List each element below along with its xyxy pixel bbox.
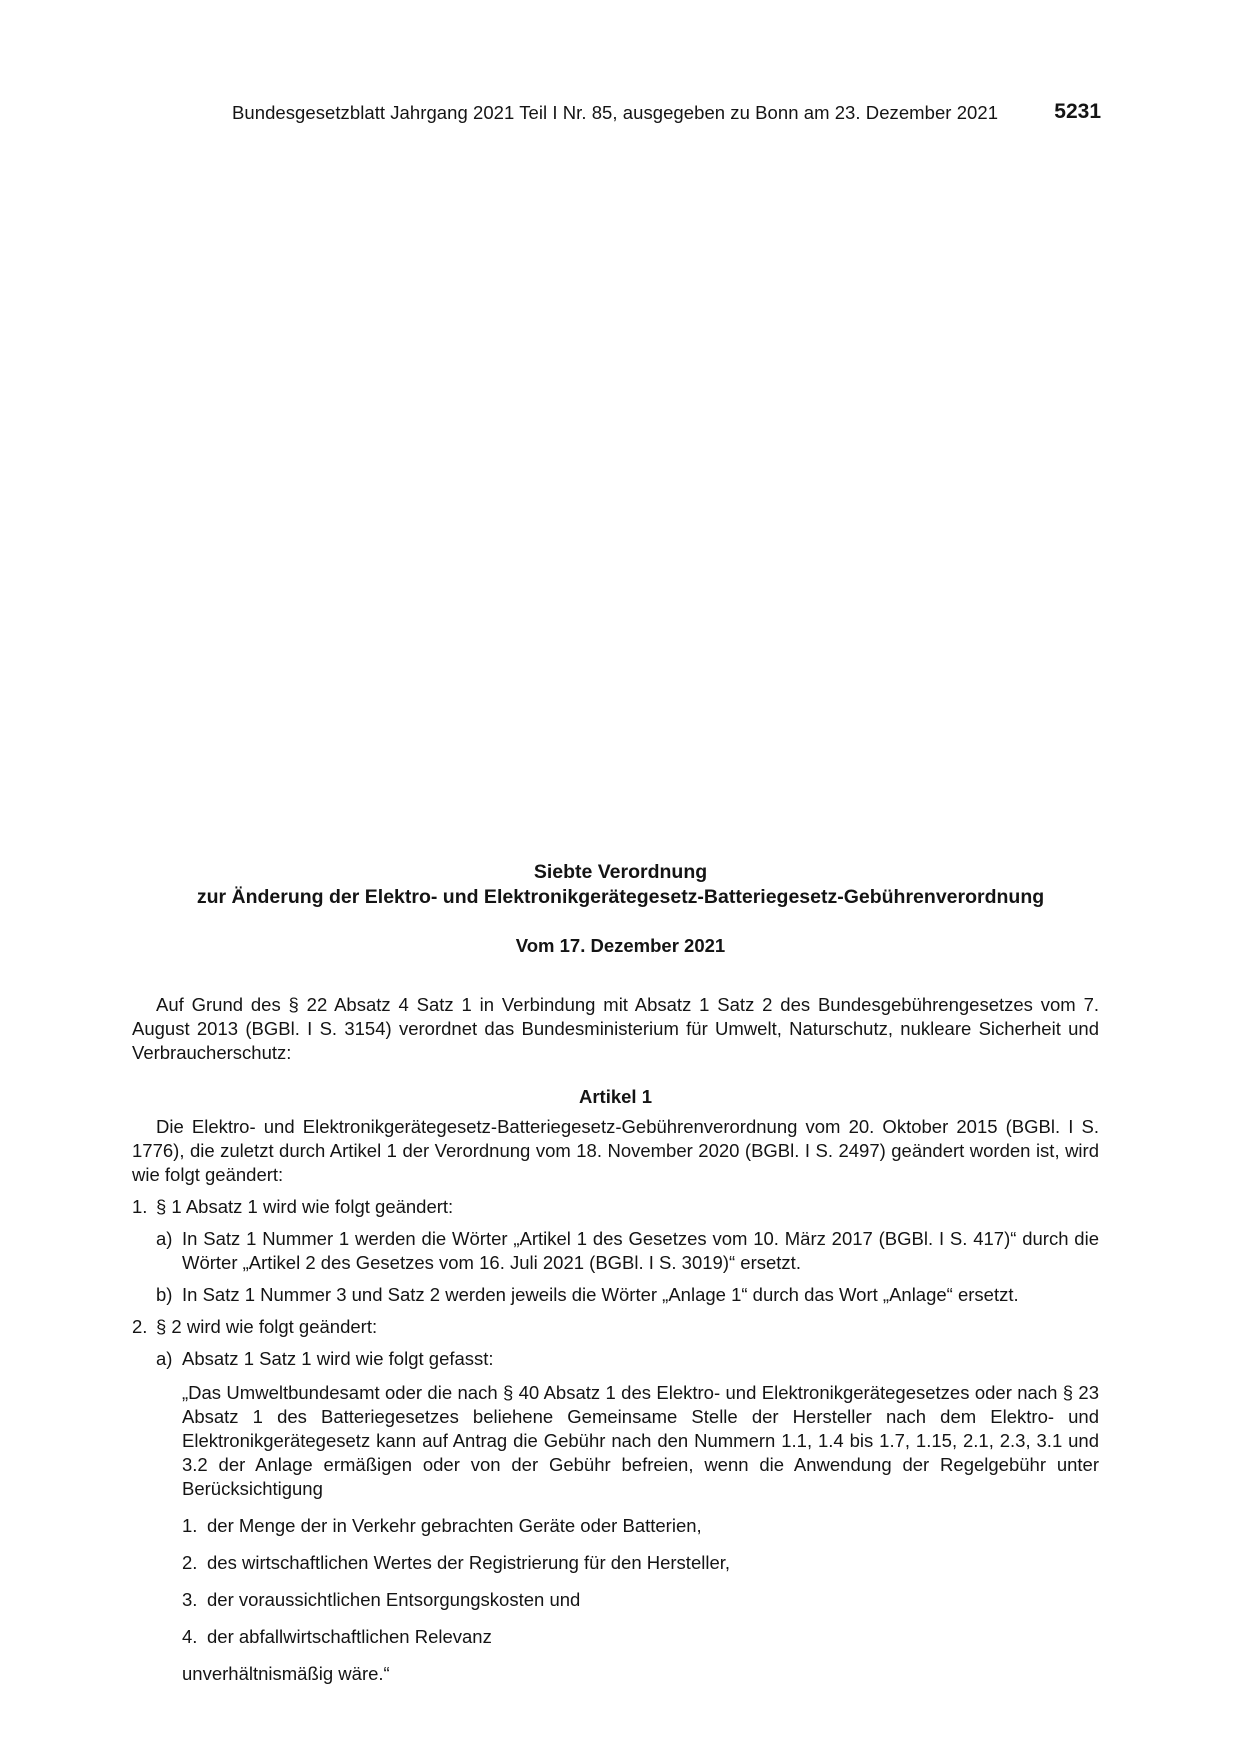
document-body xyxy=(132,993,1099,1686)
ordinance-title xyxy=(132,860,1109,957)
enum-marker: 1. xyxy=(182,1515,198,1536)
quoted-enum-item xyxy=(132,1514,1099,1538)
list-subitem xyxy=(132,1283,1099,1307)
item-text: § 1 Absatz 1 wird wie folgt geändert: xyxy=(156,1196,454,1217)
quoted-enum-item xyxy=(132,1551,1099,1575)
ordinance-date: Vom 17. Dezember 2021 xyxy=(515,935,726,956)
subitem-marker: a) xyxy=(156,1228,173,1249)
enum-marker: 4. xyxy=(182,1626,198,1647)
enum-text: der voraussichtlichen Entsorgungskosten und xyxy=(207,1589,581,1610)
enum-text: der abfallwirtschaftlichen Relevanz xyxy=(207,1626,492,1647)
quoted-enum-item xyxy=(132,1588,1099,1612)
item-marker: 1. xyxy=(132,1196,148,1217)
list-subitem xyxy=(132,1227,1099,1275)
list-item xyxy=(132,1315,1099,1339)
list-item xyxy=(132,1195,1099,1219)
enum-marker: 2. xyxy=(182,1552,198,1573)
running-title: Bundesgesetzblatt Jahrgang 2021 Teil I Nr. 85, ausgegeben zu Bonn am 23. Dezember 2021 xyxy=(232,102,999,123)
item-text: § 2 wird wie folgt geändert: xyxy=(156,1316,378,1337)
list-subitem xyxy=(132,1347,1099,1371)
article-intro: Die Elektro- und Elektronikgerätegesetz-Batteriegesetz-Gebührenverordnung vom 20. Oktober 2015 (BGBl. I S. 1776), die zuletzt durch Artikel 1 der Verordnung vom 18. November 2020 (BGBl. I S. 2497) geändert worden ist, wird wie folgt geändert: xyxy=(132,1116,1099,1185)
subitem-text: In Satz 1 Nummer 3 und Satz 2 werden jeweils die Wörter „Anlage 1“ durch das Wort „Anlage“ ersetzt. xyxy=(182,1284,1019,1305)
subitem-text: Absatz 1 Satz 1 wird wie folgt gefasst: xyxy=(182,1348,494,1369)
title-line-1: Siebte Verordnung xyxy=(533,861,708,883)
subitem-text: In Satz 1 Nummer 1 werden die Wörter „Artikel 1 des Gesetzes vom 10. März 2017 (BGBl. I S. 417)“ durch die Wörter „Artikel 2 des Gesetzes vom 16. Juli 2021 (BGBl. I S. 3019)“ ersetzt. xyxy=(182,1228,1099,1273)
quoted-enum-item xyxy=(132,1625,1099,1649)
enum-text: des wirtschaftlichen Wertes der Registrierung für den Hersteller, xyxy=(207,1552,731,1573)
title-line-2: zur Änderung der Elektro- und Elektronikgerätegesetz-Batteriegesetz-Gebührenverordnung xyxy=(196,886,1045,908)
page-header xyxy=(232,100,1101,128)
amendment-list xyxy=(132,1195,1099,1686)
subitem-marker: a) xyxy=(156,1348,173,1369)
subitem-marker: b) xyxy=(156,1284,173,1305)
enum-marker: 3. xyxy=(182,1589,198,1610)
preamble: Auf Grund des § 22 Absatz 4 Satz 1 in Verbindung mit Absatz 1 Satz 2 des Bundesgebührengesetzes vom 7. August 2013 (BGBl. I S. 3154) verordnet das Bundesministerium für Umwelt, Naturschutz, nukleare Sicherheit und Verbraucherschutz: xyxy=(132,994,1099,1063)
page-number: 5231 xyxy=(1054,100,1101,123)
enum-text: der Menge der in Verkehr gebrachten Geräte oder Batterien, xyxy=(207,1515,702,1536)
quoted-text: „Das Umweltbundesamt oder die nach § 40 Absatz 1 des Elektro- und Elektronikgerätegesetzes oder nach § 23 Absatz 1 des Batteriegesetzes beliehene Gemeinsame Stelle der Hersteller nach dem Elektro- und Elektronikgerätegesetz kann auf Antrag die Gebühr nach den Nummern 1.1, 1.4 bis 1.7, 1.15, 2.1, 2.3, 3.1 und 3.2 der Anlage ermäßigen oder von der Gebühr befreien, wenn die Anwendung der Regelgebühr unter Berücksichtigung xyxy=(182,1382,1099,1499)
quote-closing: unverhältnismäßig wäre.“ xyxy=(182,1663,390,1684)
item-marker: 2. xyxy=(132,1316,148,1337)
article-heading: Artikel 1 xyxy=(578,1086,652,1107)
